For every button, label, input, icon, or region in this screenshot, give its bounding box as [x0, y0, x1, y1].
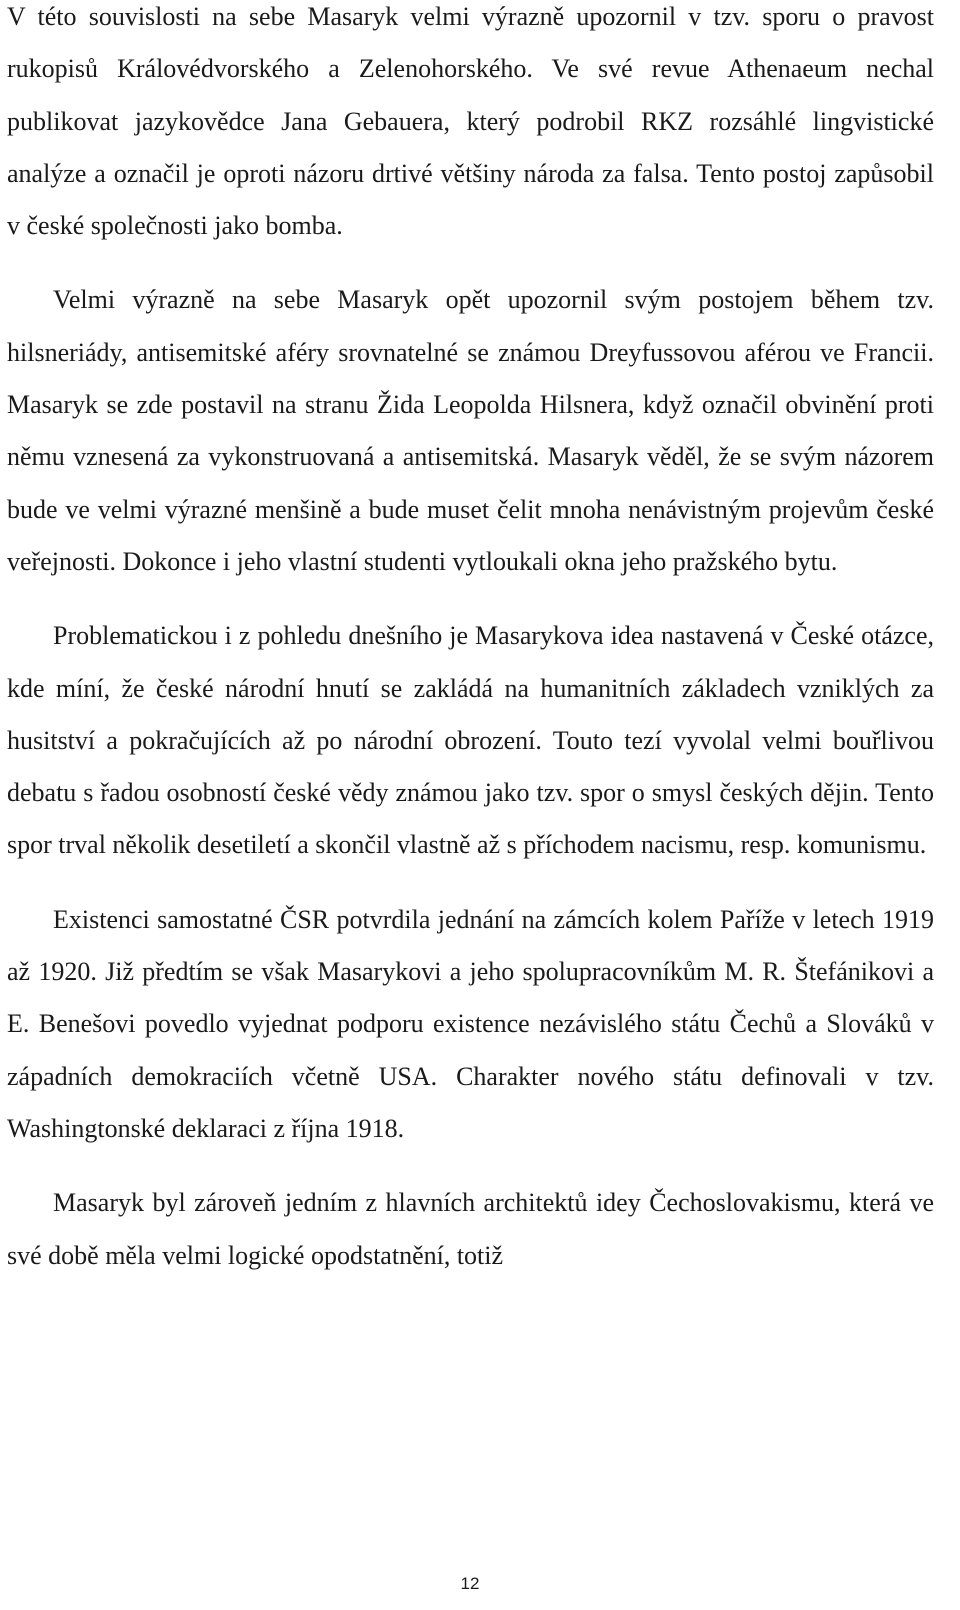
- paragraph-hilsneriada: Velmi výrazně na sebe Masaryk opět upozornil svým postojem během tzv. hilsneriády, antisemitské aféry srovnatelné se známou Dreyfussovou aférou ve Francii. Masaryk se zde postavil na stranu Žida Leopolda Hilsnera, když označil obvinění proti němu vznesená za vykonstruovaná a antisemitská. Masaryk věděl, že se svým názorem bude ve velmi výrazné menšině a bude muset čelit mnoha nenávistným projevům české veřejnosti. Dokonce i jeho vlastní studenti vytloukali okna jeho pražského bytu.: [7, 285, 934, 576]
- paragraph-czech-question: Problematickou i z pohledu dnešního je Masarykova idea nastavená v České otázce, kde míní, že české národní hnutí se zakládá na humanitních základech vzniklých za husitství a pokračujících až po národní obrození. Touto tezí vyvolal velmi bouřlivou debatu s řadou osobností české vědy známou jako tzv. spor o smysl českých dějin. Tento spor trval několik desetiletí a skončil vlastně až s příchodem nacismu, resp. komunismu.: [7, 621, 934, 860]
- page-number: 12: [460, 1574, 480, 1593]
- paragraph-rkz-dispute: V této souvislosti na sebe Masaryk velmi výrazně upozornil v tzv. sporu o pravost rukopisů Královédvorského a Zelenohorského. Ve své revue Athenaeum nechal publikovat jazykovědce Jana Gebauera, který podrobil RKZ rozsáhlé lingvistické analýze a označil je oproti názoru drtivé většiny národa za falsa. Tento postoj zapůsobil v české společnosti jako bomba.: [7, 2, 934, 241]
- paragraph-csr-existence: Existenci samostatné ČSR potvrdila jednání na zámcích kolem Paříže v letech 1919 až 1920. Již předtím se však Masarykovi a jeho spolupracovníkům M. R. Štefánikovi a E. Benešovi povedlo vyjednat podporu existence nezávislého státu Čechů a Slováků v západních demokraciích včetně USA. Charakter nového státu definovali v tzv. Washingtonské deklaraci z října 1918.: [7, 904, 934, 1143]
- document-page: [7, 0, 934, 1282]
- paragraph-czechoslovakism: Masaryk byl zároveň jedním z hlavních architektů idey Čechoslovakismu, která ve své době měla velmi logické opodstatnění, totiž: [7, 1188, 934, 1270]
